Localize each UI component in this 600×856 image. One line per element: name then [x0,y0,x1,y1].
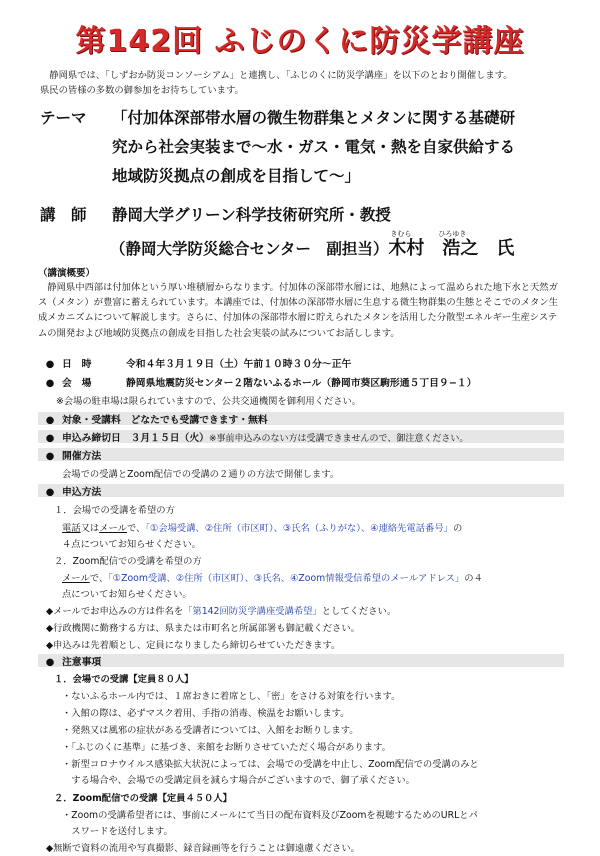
method-heading: 開催方法 [62,451,102,462]
page-title: 第142回 ふじのくに防災学講座 [75,24,525,59]
phone-text: 電話 [62,523,81,534]
target-row [38,412,268,426]
note1-subject: 「第142回防災学講座受講希望」 [183,606,322,617]
target-text: 対象・受講料 どなたでも受講できます・無料 [62,415,268,426]
theme-line-3: 地域防災拠点の創成を目指して〜」 [112,167,361,185]
notes-s1-item-1: ・ないふるホール内では、１席おきに着席とし、「密」をさける対策を行います。 [62,691,401,702]
overview-text: 静岡県中西部は付加体という厚い堆積層からなります。付加体の深部帯水層には、地熱によって温められた地下水と天然ガス（メタン）が豊富に蓄えられています。本講座では、付加体の深部帯水層に生息する微生物群集の生態とそこでのメタン生成メカニズムについて解説します。さらに、付加体の深部帯水層に貯えられたメタンを活用した分散型エネルギー生産システムの開発および地域防災拠点の創成を目指した社会実装の試みについてお話しします。 [38,282,558,339]
method-text: 会場での受講とZoom配信での受講の２通りの方法で開催します。 [62,469,340,480]
bullet-icon: ● [45,433,55,444]
venue-value: 静岡県地震防災センター２階ないふるホール（静岡市葵区駒形通５丁目９−１） [126,378,477,389]
ruby-hiroyuki: ひろゆき [438,230,467,238]
apply-note-3: ◆申込みは先着順とし、定員になりましたら締切らせていただきます。 [46,640,341,651]
theme-label: テーマ [40,109,87,127]
notes-heading-row [38,654,101,668]
bullet-icon: ● [45,378,55,389]
overview-heading: （講演概要） [38,268,96,279]
apply-s2-items: 「①Zoom受講、②住所（市区町）、③氏名、④Zoom情報受信希望のメールアドレス」 [108,573,465,584]
intro-line-2: 県民の皆様の多数の御参加をお待ちしています。 [40,85,244,96]
intro-line-1: 静岡県では、「しずおか防災コンソーシアム」と連携し、「ふじのくに防災学講座」を以下のとおり開催します。 [49,70,513,81]
notes-s2-item-2: スワードを送付します。 [62,826,173,837]
notes-s2-title: ２．Zoom配信での受講【定員４５０人】 [54,793,232,804]
notes-s1-item-2: ・入館の際は、必ずマスク着用、手指の消毒、検温をお願いします。 [62,708,350,719]
or-text: 又は [80,523,100,534]
theme-line-2: 究から社会実装まで〜水・ガス・電気・熱を自家供給する [112,138,516,156]
lecturer-affiliation-row [40,203,391,225]
venue-note: ※会場の駐車場は限られていますので、公共交通機関を御利用ください。 [56,396,362,407]
datetime-row [38,356,351,370]
section-bar [38,484,564,497]
de-text: で、 [126,523,146,534]
notes-s1-title: １．会場での受講【定員８０人】 [54,674,194,685]
notes-heading: 注意事項 [62,657,102,668]
theme-line-1: 「付加体深部帯水層の微生物群集とメタンに関する基礎研 [112,109,516,127]
apply-note-1 [46,603,396,617]
lecturer-label: 講 師 [40,206,87,224]
venue-label: 会 場 [62,378,92,389]
lecturer-name [388,230,515,259]
datetime-label: 日 時 [62,359,92,370]
notes-s2-item-1: ・Zoomの受講希望者には、事前にメールにて当日の配布資料及びZoomを視聴するためのURLとパ [62,810,478,821]
bullet-icon: ● [45,487,55,498]
note1-a: ◆メールでお申込みの方は件名を [46,606,184,617]
apply-s1-line2: ４点についてお知らせください。 [62,539,201,550]
intro [40,68,513,98]
no-text: の [452,523,463,534]
notes-s1-item-4: ・「ふじのくに基準」に基づき、来館をお断りさせていただく場合があります。 [62,742,391,753]
notes-s1-item-5: ・新型コロナウイルス感染拡大状況によっては、会場での受講を中止し、Zoom配信での受講のみと [62,759,479,770]
mail-text: メール [62,573,90,584]
apply-s2-line2: 点についてお知らせください。 [62,589,192,600]
deadline-note: ※事前申込みのない方は受講できませんので、御注意ください。 [208,434,469,444]
bullet-icon: ● [45,415,55,426]
theme-block [40,104,515,191]
apply-s1-line1 [62,520,462,534]
venue-row [38,375,477,389]
lecturer-name-text: 木村 浩之 氏 [388,238,515,259]
note1-c: としてください。 [321,606,397,617]
de-text: で、 [89,573,109,584]
mail-text: メール [99,523,127,534]
notes-s1-item-6: する場合や、会場での受講定員を減らす場合がございますので、御了承ください。 [62,775,415,786]
no4-text: の４ [464,573,483,584]
section-bar [38,448,564,461]
datetime-value: 令和４年３月１９日（土）午前１０時３０分〜正午 [126,359,352,370]
apply-s2-line1 [62,570,483,584]
apply-s1-title: １．会場での受講を希望の方 [54,505,175,516]
apply-s2-title: ２．Zoom配信での受講を希望の方 [54,556,202,567]
bullet-icon: ● [45,657,55,668]
deadline-value: ３月１５日（火） [130,433,209,444]
section-bar [38,654,564,667]
bullet-icon: ● [45,359,55,370]
bullet-icon: ● [45,451,55,462]
ruby-kimura: きむら [390,230,412,238]
notes-footer: ◆無断で資料の流用や写真撮影、録音録画等を行うことは御遠慮ください。 [46,843,360,854]
apply-s1-items: 「①会場受講、②住所（市区町）、③氏名（ふりがな）、④連絡先電話番号」 [145,523,453,534]
apply-heading: 申込方法 [62,487,102,498]
method-heading-row [38,448,101,462]
lecturer-name-row [110,230,515,260]
notes-s1-item-3: ・発熱又は風邪の症状がある受講者については、入館をお断りします。 [62,725,359,736]
lecturer-affiliation: 静岡大学グリーン科学技術研究所・教授 [112,206,391,224]
apply-note-2: ◆行政機関に勤務する方は、県または市町名と所属部署も御記載ください。 [46,623,360,634]
lecturer-affiliation-2: （静岡大学防災総合センター 副担当） [110,240,389,258]
deadline-label: 申込み締切日 [62,433,121,444]
deadline-row [38,430,468,444]
apply-heading-row [38,484,101,498]
